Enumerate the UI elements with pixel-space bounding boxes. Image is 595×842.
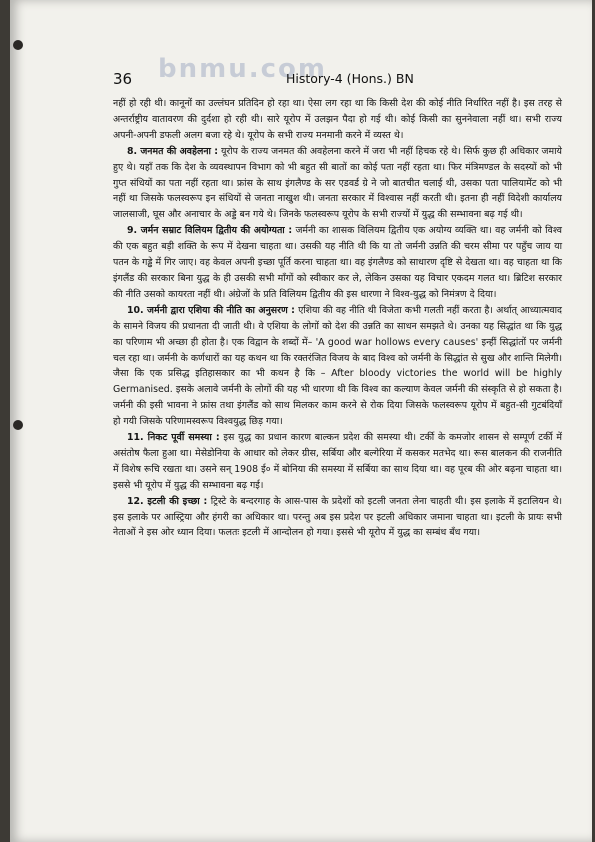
paragraph-text: जर्मनी का शासक विलियम द्वितीय एक अयोग्य व्यक्ति था। वह जर्मनी को विश्व की एक बहुत बड़ी शक्ति के रूप में देखना चाहता था। उसकी यह नीति थी कि या तो जर्मनी उन्नति की चरम सीमा पर पहुँच जाय या पतन के गड्ढे में गिर जाए। वह केवल अपनी इच्छा पूर्ति करना चाहता था। वह इंगलैण्ड को साधारण दृष्टि से देखता था। वह चाहता था कि इंगलैंड की सरकार बिना युद्ध के ही उसकी सभी माँगों को स्वीकार कर ले, लेकिन उसका यह विचार एकदम गलत था। ब्रिटिश सरकार की नीति उसको कायरता नहीं थी। अंग्रेजों के प्रति विलियम द्वितीय की इस धारणा ने विश्व-युद्ध को निमंत्रण दे दिया। <box>113 225 563 300</box>
paragraph <box>113 303 562 430</box>
paragraph-text: ट्रिस्टे के बन्दरगाह के आस-पास के प्रदेशों को इटली जनता लेना चाहती थी। इस इलाके में इटालियन थे। इस इलाके पर आस्ट्रिया और हंगरी का अधिकार था। परन्तु अब इस प्रदेश पर इटली अधिकार जमाना चाहता था। इटली के प्रायः सभी नेताओं ने इस ओर ध्यान दिया। फलतः इटली में आन्दोलन हो गया। इससे भी यूरोप में युद्ध का सम्बंध बँध गया। <box>113 495 562 539</box>
paragraph-text: नहीं हो रही थी। कानूनों का उल्लंघन प्रतिदिन हो रहा था। ऐसा लग रहा था कि किसी देश की कोई नीति निर्धारित नहीं है। इस तरह से अन्तर्राष्ट्रीय वातावरण की दुर्दशा हो रही थी। सारे यूरोप में उलझन पैदा हो गई थी। कोई किसी का सुननेवाला नहीं था। सभी राज्य अपनी-अपनी डफली अलग बजा रहे थे। यूरोप के सभी राज्य मनमानी करने में व्यस्त थे। <box>113 98 562 141</box>
page-header <box>113 70 558 88</box>
page-content <box>113 96 562 541</box>
section-heading: 11. निकट पूर्वी समस्या : <box>127 432 220 444</box>
section-heading: 8. जनमत की अवहेलना : <box>127 145 218 157</box>
paragraph-text: यूरोप के राज्य जनमत की अवहेलना करने में जरा भी नहीं हिचक रहे थे। सिर्फ कुछ ही अधिकार जमाये हुए थे। यहाँ तक कि देश के व्यवस्थापन विभाग को भी बहुत सी बातों का कोई पता नहीं रहता था। फिर मंत्रिमण्डल के सदस्यों को भी गुप्त संधियों का पता नहीं रहता था। फ्रांस के साथ इंगलैण्ड के सर एडवर्ड ग्रे ने जो बातचीत चलाई थी, उसका पता पालियामेंट को भी नहीं था जिसके फलस्वरूप इन संधियों से जनता नाखुश थी। जनता सरकार में विश्वास नहीं करती थी। इतना ही नहीं विदेशी कार्यालय जालसाजी, घूस और अनाचार के अड्डे बन गये थे। जिनके फलस्वरूप यूरोप के सभी राज्यों में युद्ध की सम्भावना बढ़ गई थी। <box>113 145 562 221</box>
section-heading: 9. जर्मन सम्राट विलियम द्वितीय की अयोग्यता : <box>127 225 293 237</box>
section-heading: 10. जर्मनी द्वारा एशिया की नीति का अनुसरण : <box>127 304 295 316</box>
paragraph <box>113 96 562 144</box>
binding-hole <box>13 420 23 430</box>
running-title: History-4 (Hons.) BN <box>286 71 414 86</box>
paragraph <box>113 223 562 303</box>
section-heading: 12. इटली की इच्छा : <box>127 495 208 507</box>
paragraph <box>113 430 562 494</box>
page-number: 36 <box>113 70 133 88</box>
binding-hole <box>13 40 23 50</box>
watermark: bnmu.com <box>158 54 327 84</box>
paragraph <box>113 494 562 542</box>
book-page <box>10 0 592 842</box>
paragraph-text: इस युद्ध का प्रधान कारण बाल्कन प्रदेश की समस्या थी। टर्की के कमजोर शासन से सम्पूर्ण टर्की में असंतोष फैला हुआ था। मेसेडोनिया के आधार को लेकर ग्रीस, सर्बिया और बल्गेरिया में कसकर मतभेद था। रूस बालकन की राजनीति में विशेष रूचि रखता था। उसने सन् 1908 ई० में बोनिया की समस्या में सर्बिया का साथ दिया था। वह पूरब की ओर बढ़ना चाहता था। इससे भी यूरोप में युद्ध की सम्भावना बढ़ गई। <box>113 432 562 491</box>
paragraph-text: एशिया की वह नीति थी विजेता कभी गलती नहीं करता है। अर्थात् आध्यात्मवाद के सामने विजय की प्रधानता दी जाती थी। वे एशिया के लोगों को देश की उन्नति का साधन समझते थे। उनका यह सिद्धांत था कि युद्ध का परिणाम भी अच्छा ही होता है। एक विद्वान के शब्दों में– 'A good war hollows every causes' इन्हीं सिद्धांतों पर जर्मनी चल रहा था। जर्मनी के कर्णधारों का यह कथन था कि रक्तरंजित विजय के बाद विश्व को जर्मनी के सिद्धांत से सुख और शान्ति मिलेगी। जैसा कि एक प्रसिद्ध इतिहासकार का भी कथन है कि – After bloody victories the world will be highly Germanised. इसके अलावे जर्मनी के लोगों की यह भी धारणा थी कि विश्व का कल्याण केवल जर्मनी की संस्कृति से हो सकता है। जर्मनी की इसी भावना ने फ्रांस तथा इंगलैंड को साथ मिलकर काम करने से रोक दिया जिसके फलस्वरूप यूरोप में बहुत-सी गुटबंदियाँ हो गयी जिसके परिणामस्वरूप विश्वयुद्ध छिड़ गया। <box>113 304 563 428</box>
paragraph <box>113 144 562 224</box>
